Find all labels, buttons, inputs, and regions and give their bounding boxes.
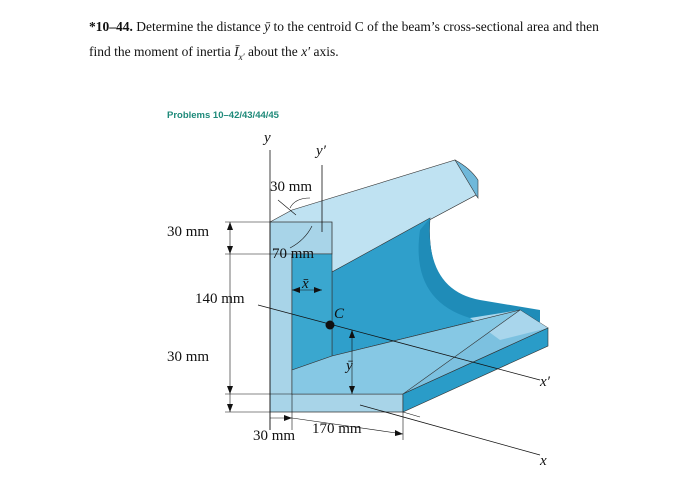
dim-top-width: 30 mm	[270, 179, 313, 195]
x-prime-axis-label: x′	[540, 374, 550, 390]
xprime-symbol: x′	[301, 44, 311, 59]
dim-left-top: 30 mm	[167, 224, 210, 240]
x-axis-line-ext	[403, 412, 420, 417]
ixbar-subscript: x′	[238, 51, 245, 62]
figure-caption: Problems 10–42/43/44/45	[167, 110, 279, 121]
y-prime-axis-label: y′	[316, 143, 326, 159]
ybar-label: ȳ	[346, 358, 353, 374]
x-axis-label: x	[540, 453, 547, 469]
dim-bottom-right: 170 mm	[312, 421, 362, 437]
xbar-label: x̄	[302, 276, 309, 292]
dim-bottom-left: 30 mm	[253, 428, 296, 444]
problem-text-1a: Determine the distance	[136, 19, 261, 34]
y-axis-label: y	[264, 130, 271, 146]
web-front-inner	[292, 254, 332, 370]
centroid-label: C	[334, 306, 345, 322]
dim-depth: 70 mm	[272, 246, 315, 262]
problem-text-2b: about the	[247, 44, 298, 59]
problem-text-2a: find the moment of inertia	[89, 44, 231, 59]
ybar-symbol: ȳ	[264, 19, 271, 34]
dim-web-height: 140 mm	[195, 291, 245, 307]
problem-number: *10–44.	[89, 19, 133, 34]
problem-text-2c: axis.	[313, 44, 339, 59]
ixbar-symbol: Ī	[234, 44, 239, 59]
x-axis-line	[360, 405, 540, 455]
dim-left-bottom: 30 mm	[167, 349, 210, 365]
problem-text-1b: to the centroid C of the beam’s cross-sectional area and then	[273, 19, 599, 34]
